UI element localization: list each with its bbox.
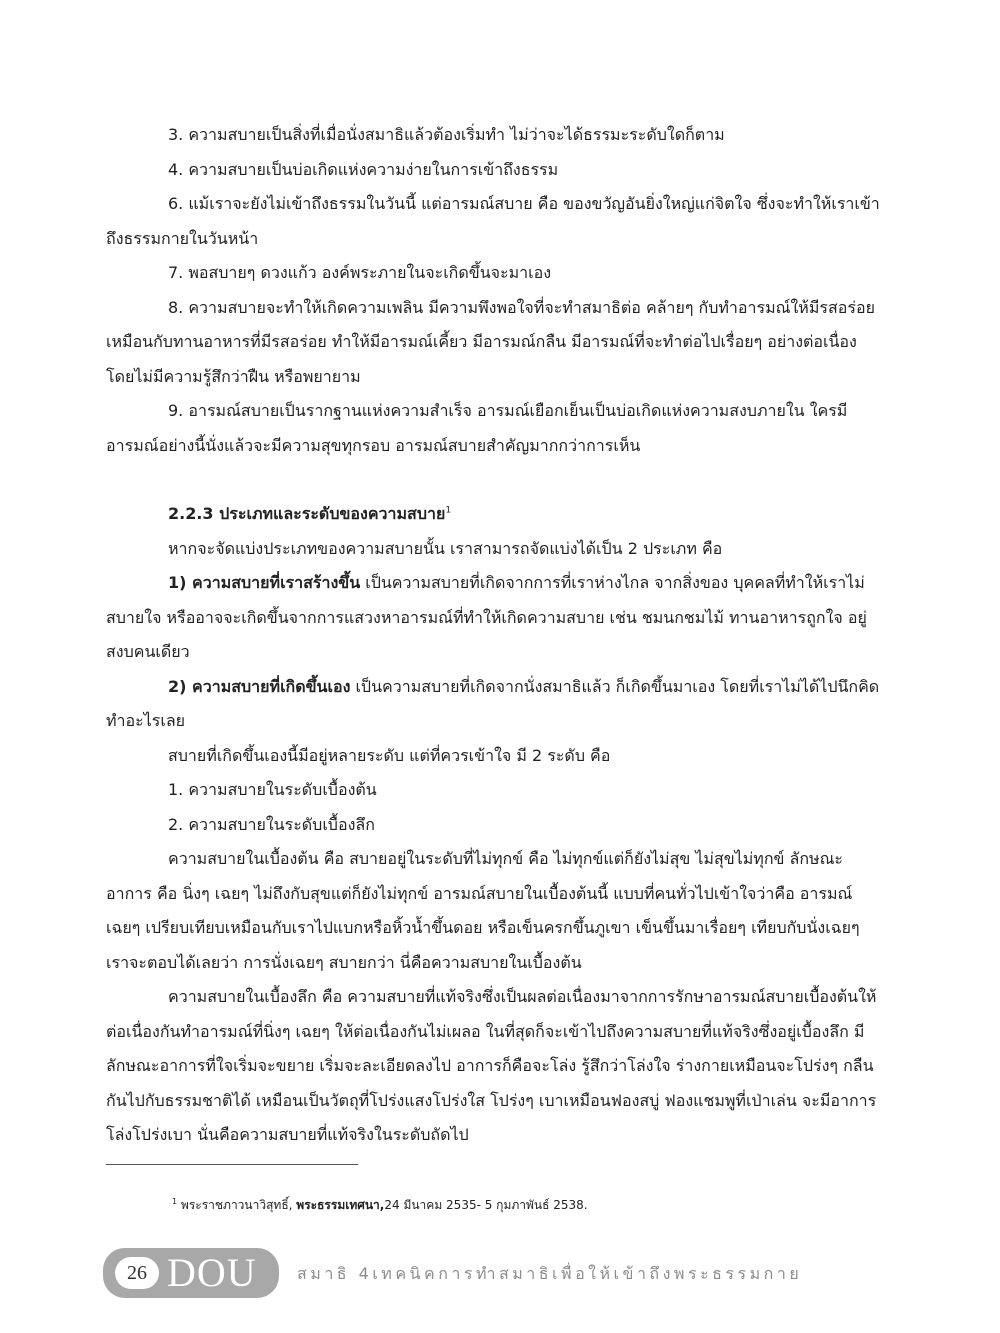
type-2-paragraph [106,670,886,739]
footnote-marker: 1 [172,1197,178,1206]
brand-logo: DOU [167,1250,257,1295]
type-2-description: เป็นความสบายที่เกิดจากนั่งสมาธิแล้ว ก็เกิดขึ้นมาเอง โดยที่เราไม่ได้ไปนึกคิด ทำอะไรเลย [106,676,880,730]
section-intro: หากจะจัดแบ่งประเภทของความสบายนั้น เราสามารถจัดแบ่งได้เป็น 2 ประเภท คือ [168,538,723,558]
type-2-term: 2) ความสบายที่เกิดขึ้นเอง [168,676,351,696]
footnote-title: พระธรรมเทศนา, [296,1198,385,1212]
level-1-item: 1. ความสบายในระดับเบื้องต้น [168,780,377,799]
level-2-item: 2. ความสบายในระดับเบื้องลึก [168,814,375,834]
section-heading [106,497,886,532]
footnote-author: พระราชภาวนาวิสุทธิ์, [177,1198,297,1212]
footnote-reference[interactable]: 1 [445,505,452,516]
list-item-3: 3. ความสบายเป็นสิ่งที่เมื่อนั่งสมาธิแล้วต้องเริ่มทำ ไม่ว่าจะได้ธรรมะระดับใดก็ตาม [168,125,725,144]
list-item-9: 9. อารมณ์สบายเป็นรากฐานแห่งความสำเร็จ อารมณ์เยือกเย็นเป็นบ่อเกิดแห่งความสงบภายใน ใครมีอารมณ์อย่างนี้นั่งแล้วจะมีความสุขทุกรอบ อารมณ์สบายสำคัญมากกว่าการเห็น [106,401,848,455]
section-heading-text: 2.2.3 ประเภทและระดับของความสบาย [168,504,446,523]
levels-intro: สบายที่เกิดขึ้นเองนี้มีอยู่หลายระดับ แต่ที่ควรเข้าใจ มี 2 ระดับ คือ [168,745,611,765]
footnote-divider [106,1164,358,1165]
basic-level-paragraph: ความสบายในเบื้องต้น คือ สบายอยู่ในระดับที่ไม่ทุกข์ คือ ไม่ทุกข์แต่ก็ยังไม่สุข ไม่สุขไม่ทุกข์ ลักษณะอาการ คือ นิ่งๆ เฉยๆ ไม่ถึงกับสุขแต่ก็ยังไม่ทุกข์ อารมณ์สบายในเบื้องต้นนี้ แบบที่คนทั่วไปเข้าใจว่าคือ อารมณ์เฉยๆ เปรียบเทียบเหมือนกับเราไปแบกหรือหิ้วน้ำขึ้นดอย หรือเข็นครกขึ้นภูเขา เข็นขึ้นมาเรื่อยๆ เทียบกับนั่งเฉยๆ เราจะตอบได้เลยว่า การนั่งเฉยๆ สบายกว่า นี่คือความสบายในเบื้องต้น [106,849,860,972]
page-footer [103,1248,893,1298]
deep-level-paragraph: ความสบายในเบื้องลึก คือ ความสบายที่แท้จริงซึ่งเป็นผลต่อเนื่องมาจากการรักษาอารมณ์สบายเบื้องต้นให้ต่อเนื่องกันทำอารมณ์ที่นิ่งๆ เฉยๆ ให้ต่อเนื่องกันไม่เผลอ ในที่สุดก็จะเข้าไปถึงความสบายที่แท้จริงซึ่งอยู่เบื้องลึก มีลักษณะอาการที่ใจเริ่มจะขยาย เริ่มจะละเอียดลงไป อาการก็คือจะโล่ง รู้สึกว่าโล่งใจ ร่างกายเหมือนจะโปร่งๆ กลืนกันไปกับธรรมชาติได้ เหมือนเป็นวัตถุที่โปร่งแสงโปร่งใส โปร่งๆ เบาเหมือนฟองสบู่ ฟองแชมพูที่เป่าเล่น จะมีอาการโล่งโปร่งเบา นั่นคือความสบายที่แท้จริงในระดับถัดไป [106,987,877,1144]
type-1-term: 1) ความสบายที่เราสร้างขึ้น [168,573,361,592]
footnote-date: 24 มีนาคม 2535- 5 กุมภาพันธ์ 2538. [384,1198,588,1212]
list-item-4: 4. ความสบายเป็นบ่อเกิดแห่งความง่ายในการเข้าถึงธรรม [168,159,559,179]
page-number: 26 [115,1257,159,1289]
list-item-7: 7. พอสบายๆ ดวงแก้ว องค์พระภายในจะเกิดขึ้นจะมาเอง [168,263,552,282]
section-spacer [106,463,886,497]
list-item-8: 8. ความสบายจะทำให้เกิดความเพลิน มีความพึงพอใจที่จะทำสมาธิต่อ คล้ายๆ กับทำอารมณ์ให้มีรสอร่อย เหมือนกับทานอาหารที่มีรสอร่อย ทำให้มีอารมณ์เคี้ยว มีอารมณ์กลืน มีอารมณ์ที่จะทำต่อไปเรื่อยๆ อย่างต่อเนื่อง โดยไม่มีความรู้สึกว่าฝืน หรือพยายาม [106,297,875,386]
type-1-paragraph [106,566,886,670]
dou-badge [103,1248,279,1298]
type-1-description: เป็นความสบายที่เกิดจากการที่เราห่างไกล จากสิ่งของ บุคคลที่ทำให้เราไม่สบายใจ หรืออาจจะเกิดขึ้นจากการแสวงหาอารมณ์ที่ทำให้เกิดความสบาย เช่น ชมนกชมไม้ ทานอาหารถูกใจ อยู่สงบคนเดียว [106,573,867,661]
book-title: สมาธิ 4เทคนิคการทำสมาธิเพื่อให้เข้าถึงพระธรรมกาย [297,1264,803,1283]
page-body [106,118,886,1153]
footnote [172,1196,588,1215]
list-item-6: 6. แม้เราจะยังไม่เข้าถึงธรรมในวันนี้ แต่อารมณ์สบาย คือ ของขวัญอันยิ่งใหญ่แก่จิตใจ ซึ่งจะทำให้เราเข้าถึงธรรมกายในวันหน้า [106,194,880,248]
